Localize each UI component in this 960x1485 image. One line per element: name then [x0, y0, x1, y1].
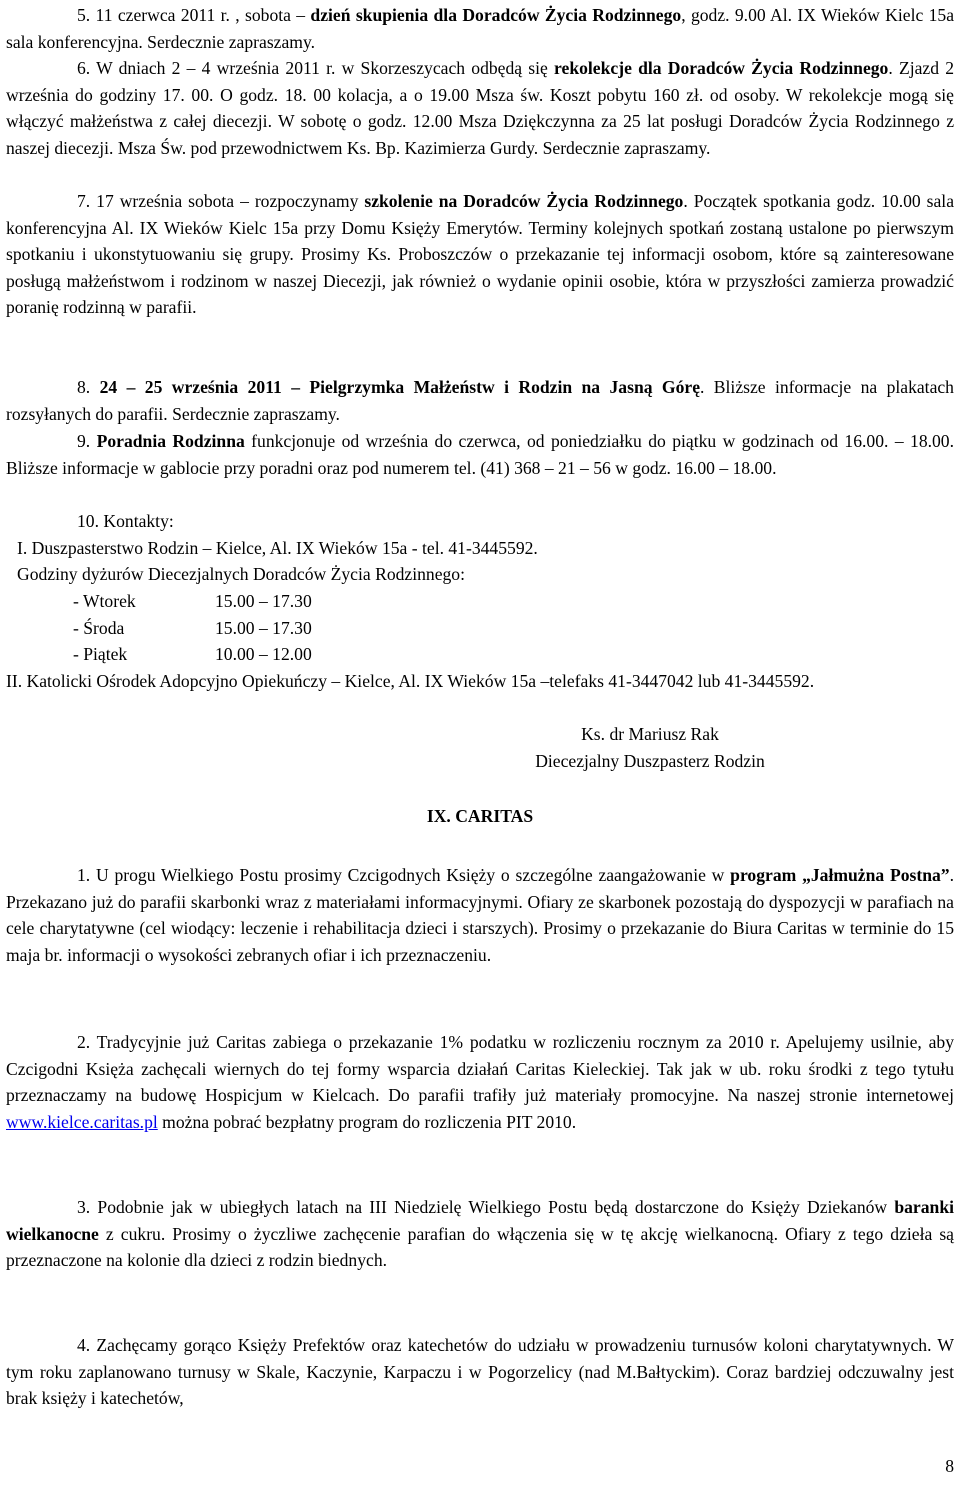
- duty-time: 15.00 – 17.30: [215, 591, 312, 611]
- duty-hours-title: Godziny dyżurów Diecezjalnych Doradców Życia Rodzinnego:: [17, 564, 465, 584]
- caritas-item-4: 4. Zachęcamy gorąco Księży Prefektów oraz katechetów do udziału w prowadzeniu turnusów koloni charytatywnych. W tym roku zaplanowano turnusy w Skale, Kaczynie, Karpaczu i w Pogorzelicy (nad M.Bałtyckim). Coraz bardziej odczuwalny jest brak księży i katechetów,: [6, 1335, 954, 1409]
- duty-hours-row: [73, 588, 312, 615]
- page-number: 8: [945, 1456, 954, 1476]
- duty-time: 15.00 – 17.30: [215, 618, 312, 638]
- duty-time: 10.00 – 12.00: [215, 644, 312, 664]
- caritas-item-3: 3. Podobnie jak w ubiegłych latach na III Niedzielę Wielkiego Postu będą dostarczone do Księży Dziekanów baranki wielkanocne z cukru. Prosimy o życzliwe zachęcenie parafian do włączenia się w tę akcję wielkanocną. Ofiary z tego dzieła są przeznaczone na kolonie dla dzieci z rodzin biednych.: [6, 1197, 954, 1271]
- announcement-8: 8. 24 – 25 września 2011 – Pielgrzymka Małżeństw i Rodzin na Jasną Górę. Bliższe informacje na plakatach rozsyłanych do parafii. Serdecznie zapraszamy.: [6, 377, 954, 424]
- announcement-7-highlight: szkolenie na Doradców Życia Rodzinnego: [364, 191, 684, 211]
- duty-day: - Środa: [73, 618, 125, 638]
- duty-hours-row: [73, 641, 312, 668]
- announcement-5-highlight: dzień skupienia dla Doradców Życia Rodzinnego: [310, 5, 682, 25]
- caritas-item-3-highlight: baranki wielkanocne: [6, 1197, 954, 1244]
- announcement-6: 6. W dniach 2 – 4 września 2011 r. w Skorzeszycach odbędą się rekolekcje dla Doradców Życia Rodzinnego. Zjazd 2 września do godziny 17. 00. O godz. 18. 00 kolacja, a o 19.00 Msza św. Koszt pobytu 160 zł. od osoby. W rekolekcje mogą się włączyć małżeństwa z całej diecezji. W sobotę o godz. 12.00 Msza Dziękczynna za 25 lat posługi Doradców Życia Rodzinnego z naszej diecezji. Msza Św. pod przewodnictwem Ks. Bp. Kazimierza Gurdy. Serdecznie zapraszamy.: [6, 58, 954, 158]
- caritas-item-1-highlight: program „Jałmużna Postna”: [730, 865, 950, 885]
- announcement-10: 10. Kontakty:: [77, 511, 174, 531]
- announcement-5: 5. 11 czerwca 2011 r. , sobota – dzień skupienia dla Doradców Życia Rodzinnego, godz. 9.00 Al. IX Wieków Kielc 15a sala konferencyjna. Serdecznie zapraszamy.: [6, 5, 955, 52]
- caritas-item-2: 2. Tradycyjnie już Caritas zabiega o przekazanie 1% podatku w rozliczeniu rocznym za 2010 r. Apelujemy usilnie, aby Czcigodni Księża zachęcali wiernych do tej formy wsparcia działań Caritas Kieleckiej. Tak jak w ub. roku środki z tego tytułu przeznaczamy na budowę Hospicjum w Kielcach. Do parafii trafiły już materiały promocyjne. Na naszej stronie internetowej www.kielce.caritas.pl można pobrać bezpłatny program do rozliczenia PIT 2010.: [6, 1032, 954, 1132]
- announcement-8-highlight: 24 – 25 września 2011 – Pielgrzymka Małżeństw i Rodzin na Jasną Górę: [99, 377, 701, 397]
- announcement-9: 9. Poradnia Rodzinna funkcjonuje od września do czerwca, od poniedziałku do piątku w godzinach od 16.00. – 18.00. Bliższe informacje w gablocie przy poradni oraz pod numerem tel. (41) 368 – 21 – 56 w godz. 16.00 – 18.00.: [6, 431, 955, 478]
- contact-family-ministry: I. Duszpasterstwo Rodzin – Kielce, Al. IX Wieków 15a - tel. 41-3445592.: [17, 538, 538, 558]
- signature-role: Diecezjalny Duszpasterz Rodzin: [535, 751, 765, 771]
- section-title: IX. CARITAS: [426, 806, 534, 826]
- announcement-6-highlight: rekolekcje dla Doradców Życia Rodzinnego: [554, 58, 889, 78]
- announcement-7: 7. 17 września sobota – rozpoczynamy szkolenie na Doradców Życia Rodzinnego. Początek spotkania godz. 10.00 sala konferencyjna Al. IX Wieków Kielc 15a przy Domu Księży Emerytów. Terminy kolejnych spotkań zostaną ustalone po pierwszym spotkaniu i ukonstytuowaniu się grupy. Prosimy Ks. Proboszczów o przekazanie tej informacji osobom, które są zainteresowane posługą małżeństwom i rodzinom w naszej Diecezji, jak również o wydanie opinii osobie, która w przyszłości zamierza prowadzić poranię rodzinną w parafii.: [6, 191, 955, 318]
- caritas-website-link[interactable]: www.kielce.caritas.pl: [6, 1111, 158, 1132]
- duty-day: - Piątek: [73, 644, 128, 664]
- announcement-9-highlight: Poradnia Rodzinna: [96, 431, 245, 451]
- signature-name: Ks. dr Mariusz Rak: [581, 724, 719, 744]
- duty-hours-row: [73, 615, 312, 642]
- announcement-5-number: 5.: [77, 5, 96, 25]
- caritas-item-1: 1. U progu Wielkiego Postu prosimy Czcigodnych Księży o szczególne zaangażowanie w program „Jałmużna Postna”. Przekazano już do parafii skarbonki wraz z materiałami informacyjnymi. Ofiary ze skarbonek pozostają do dyspozycji w parafiach na cele charytatywne (cel wiodący: leczenie i rehabilitacja dzieci i starszych). Prosimy o przekazanie do Biura Caritas w terminie do 15 maja br. informacji o wysokości zebranych ofiar i ich przeznaczeniu.: [6, 865, 954, 965]
- duty-day: - Wtorek: [73, 591, 136, 611]
- contact-adoption-center: II. Katolicki Ośrodek Adopcyjno Opiekuńczy – Kielce, Al. IX Wieków 15a –telefaks 41-3447042 lub 41-3445592.: [6, 671, 815, 691]
